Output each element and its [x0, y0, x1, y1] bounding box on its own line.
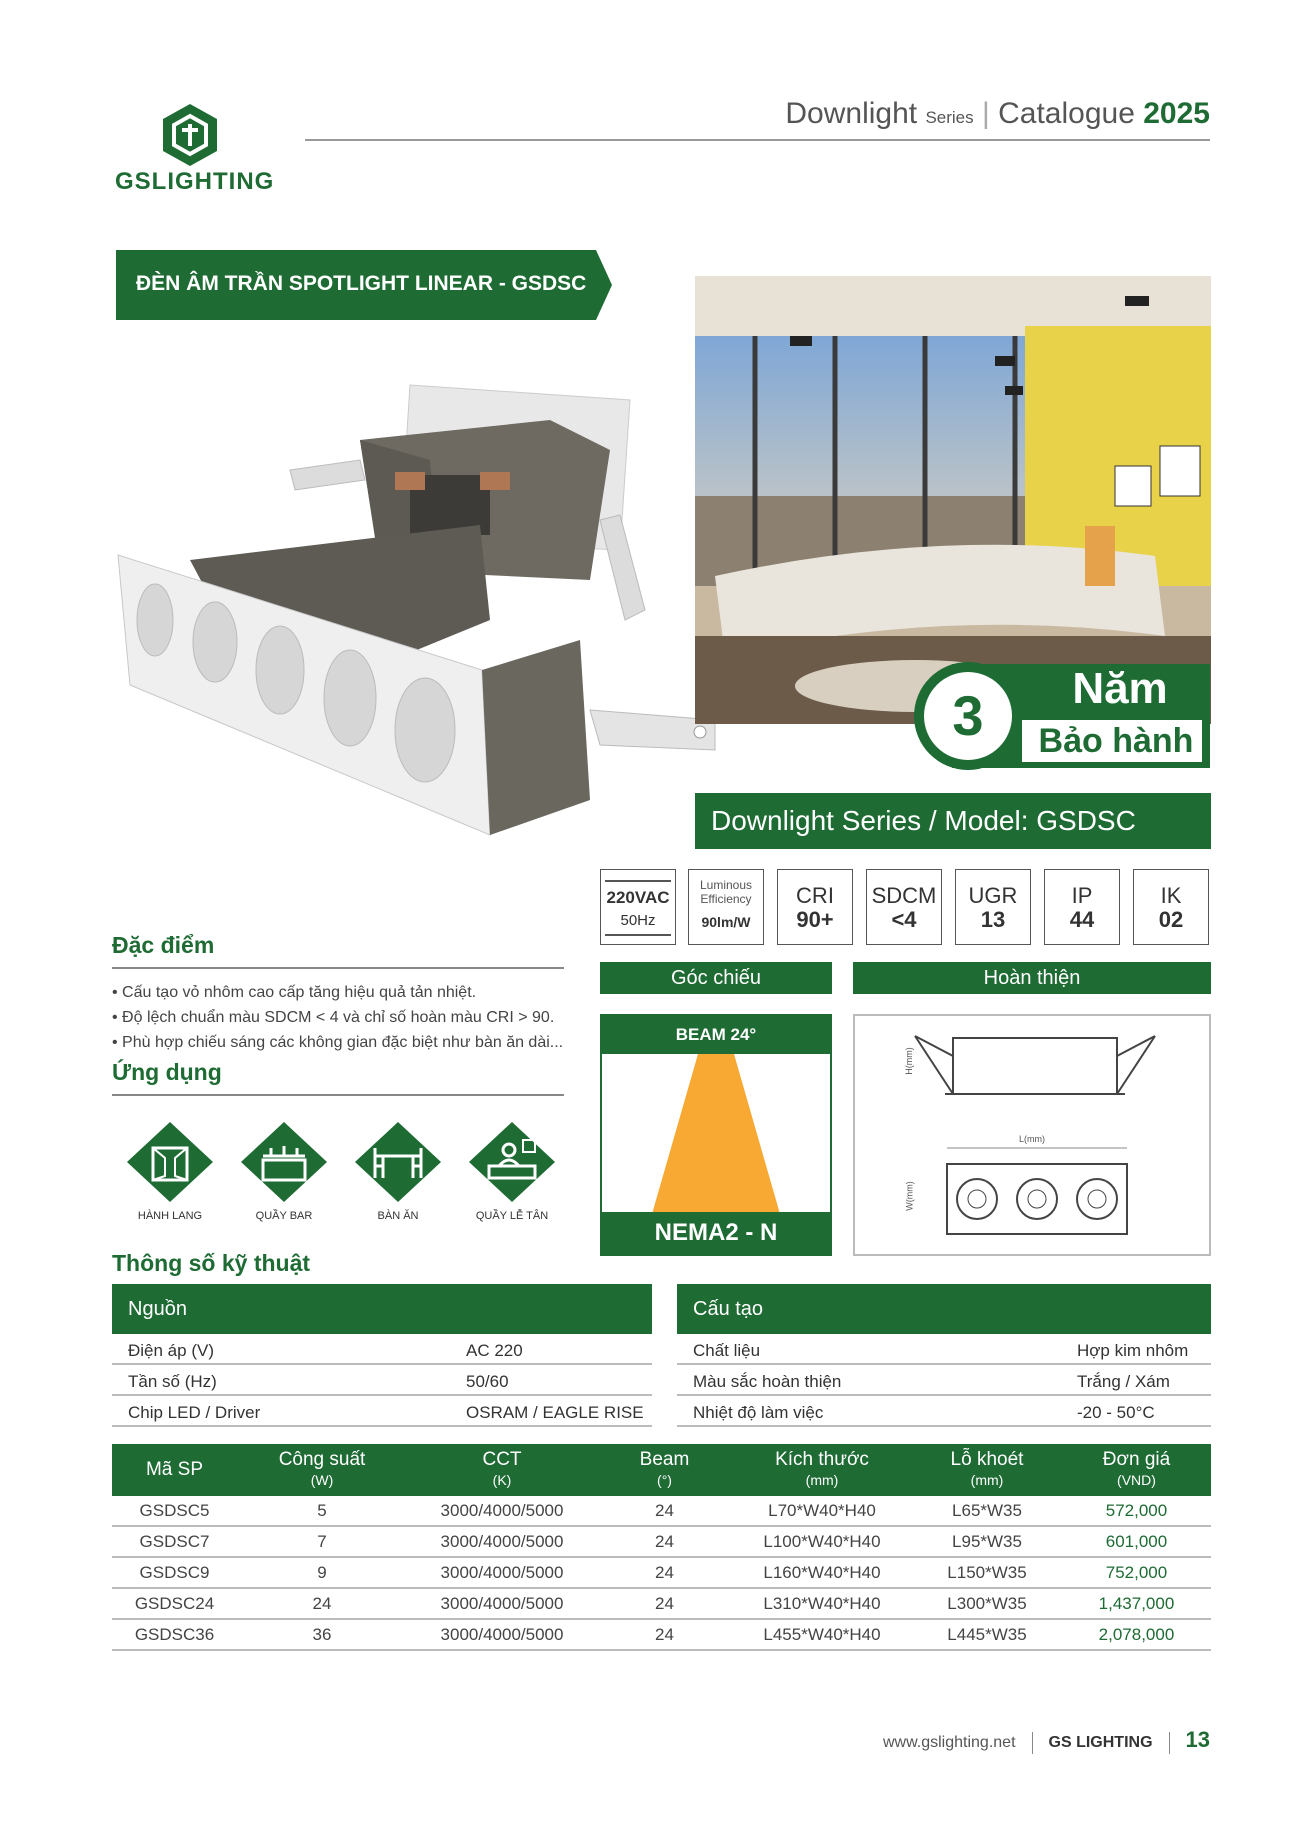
app-corridor: HÀNH LANG — [122, 1120, 218, 1222]
col-header: Kích thước (mm) — [732, 1444, 912, 1496]
features-list — [112, 980, 563, 1055]
feature-item: • Cấu tạo vỏ nhôm cao cấp tăng hiệu quả tản nhiệt. — [112, 984, 477, 1001]
spec-efficiency: Luminous Efficiency 90lm/W — [688, 869, 764, 945]
beam-heading: Góc chiếu — [600, 962, 832, 994]
spec-voltage: 220VAC 50Hz — [600, 869, 676, 945]
website-link[interactable]: www.gslighting.net — [883, 1734, 1016, 1751]
col-header: Lỗ khoét (mm) — [912, 1444, 1062, 1496]
feature-item: • Phù hợp chiếu sáng các không gian đặc biệt như bàn ăn dài... — [112, 1034, 564, 1051]
reception-desk-icon — [467, 1120, 557, 1204]
gs-logo-icon — [160, 102, 220, 168]
app-bar: QUẦY BAR — [236, 1120, 332, 1222]
col-header: Mã SP — [112, 1444, 237, 1496]
construction-row: Màu sắc hoàn thiện Trắng / Xám — [677, 1365, 1211, 1396]
dimension-diagram — [853, 1014, 1211, 1256]
construction-row: Nhiệt độ làm việc -20 - 50°C — [677, 1396, 1211, 1427]
beam-diagram — [600, 1014, 832, 1256]
width-label: W(mm) — [904, 1181, 915, 1211]
product-title: ĐÈN ÂM TRẦN SPOTLIGHT LINEAR - GSDSC — [136, 272, 587, 295]
beam-cone-icon — [602, 1054, 830, 1214]
construction-row: Chất liệu Hợp kim nhôm — [677, 1334, 1211, 1365]
table-row: GSDSC5 5 3000/4000/5000 24 L70*W40*H40 L65*W35 572,000 — [112, 1496, 1211, 1526]
app-reception: QUẦY LỄ TÂN — [464, 1120, 560, 1222]
table-row: GSDSC36 36 3000/4000/5000 24 L455*W40*H40 L445*W35 2,078,000 — [112, 1619, 1211, 1650]
col-header: Beam (°) — [597, 1444, 732, 1496]
spec-ip: IP 44 — [1044, 869, 1120, 945]
length-label: L(mm) — [1019, 1134, 1045, 1144]
footer-brand: GS LIGHTING — [1048, 1734, 1153, 1751]
spec-cri: CRI 90+ — [777, 869, 853, 945]
table-row: GSDSC24 24 3000/4000/5000 24 L310*W40*H40 L300*W35 1,437,000 — [112, 1588, 1211, 1619]
spec-sdcm: SDCM <4 — [866, 869, 942, 945]
spec-ugr: UGR 13 — [955, 869, 1031, 945]
corridor-icon — [125, 1120, 215, 1204]
source-table — [112, 1284, 652, 1427]
table-row: GSDSC7 7 3000/4000/5000 24 L100*W40*H40 L95*W35 601,000 — [112, 1526, 1211, 1557]
room-photo — [695, 276, 1211, 724]
tech-heading: Thông số kỹ thuật — [112, 1250, 311, 1276]
finish-heading: Hoàn thiện — [853, 962, 1211, 994]
warranty-line1: Năm — [1072, 664, 1168, 713]
bar-counter-icon — [239, 1120, 329, 1204]
spec-ik: IK 02 — [1133, 869, 1209, 945]
source-row: Điện áp (V) AC 220 — [112, 1334, 652, 1365]
app-dining: BÀN ĂN — [350, 1120, 446, 1222]
col-header: CCT (K) — [407, 1444, 597, 1496]
warranty-years: 3 — [952, 684, 984, 747]
applications-heading: Ứng dụng — [112, 1059, 222, 1085]
construction-table — [677, 1284, 1211, 1427]
source-table-title: Nguồn — [112, 1284, 652, 1334]
features-divider — [112, 967, 564, 969]
product-table — [112, 1444, 1211, 1651]
features-heading: Đặc điểm — [112, 932, 215, 958]
nema-label: NEMA2 - N — [602, 1212, 830, 1254]
product-image — [110, 380, 730, 850]
height-label: H(mm) — [903, 1047, 914, 1075]
warranty-line2: Bảo hành — [1038, 722, 1194, 760]
footer — [883, 1727, 1210, 1754]
page-header-title: Downlight Series | Catalogue 2025 — [785, 97, 1210, 130]
table-row: GSDSC9 9 3000/4000/5000 24 L160*W40*H40 L150*W35 752,000 — [112, 1557, 1211, 1588]
page-number: 13 — [1185, 1727, 1210, 1752]
dining-table-icon — [353, 1120, 443, 1204]
product-title-banner — [116, 250, 612, 320]
feature-item: • Độ lệch chuẩn màu SDCM < 4 và chỉ số hoàn màu CRI > 90. — [112, 1009, 555, 1026]
brand-name: GSLIGHTING — [115, 168, 275, 195]
source-row: Tần số (Hz) 50/60 — [112, 1365, 652, 1396]
beam-label: BEAM 24° — [602, 1016, 830, 1054]
source-row: Chip LED / Driver OSRAM / EAGLE RISE — [112, 1396, 652, 1427]
col-header: Công suất (W) — [237, 1444, 407, 1496]
model-bar: Downlight Series / Model: GSDSC — [695, 793, 1211, 849]
col-header: Đơn giá (VND) — [1062, 1444, 1211, 1496]
header-divider — [305, 139, 1210, 141]
applications-divider — [112, 1094, 564, 1096]
construction-table-title: Cấu tạo — [677, 1284, 1211, 1334]
